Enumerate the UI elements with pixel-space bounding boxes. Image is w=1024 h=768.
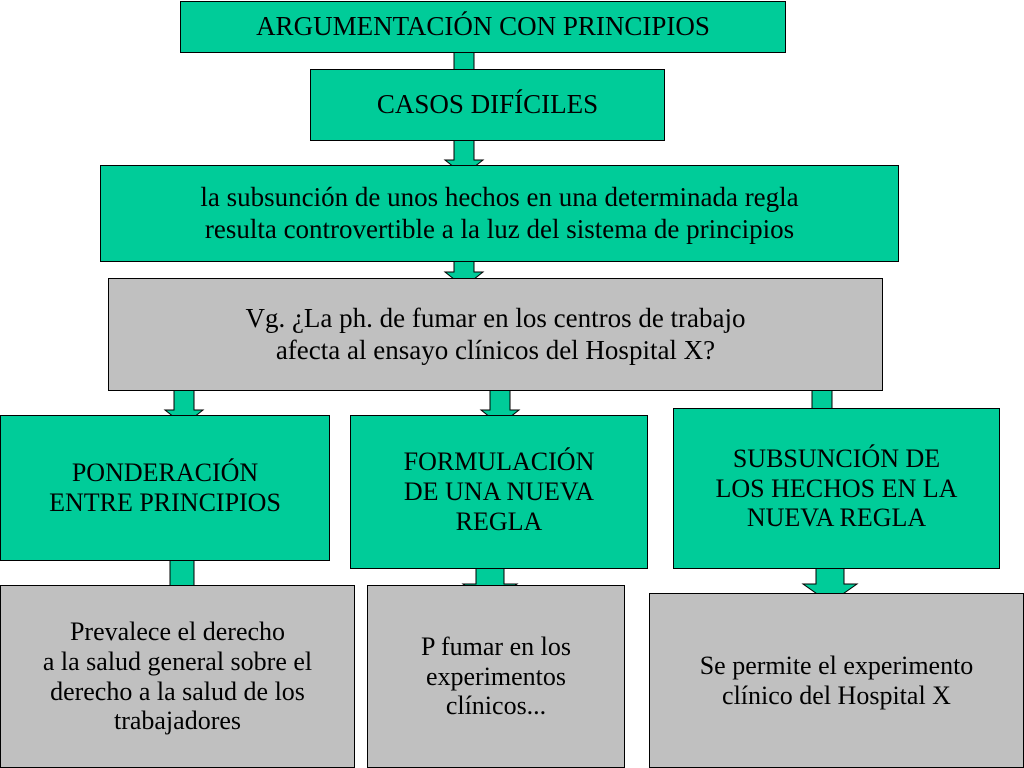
- subsuncion-nueva-line-3: NUEVA REGLA: [746, 503, 927, 533]
- p-fumar-line-2: experimentos: [425, 661, 567, 691]
- p-fumar-box: [367, 585, 625, 768]
- subsuncion-nueva-line-1: SUBSUNCIÓN DE: [732, 443, 941, 473]
- ejemplo-line-1: Vg. ¿La ph. de fumar en los centros de trabajo: [245, 303, 746, 334]
- se-permite-line-1: Se permite el experimento: [699, 650, 974, 680]
- formulacion-box: [350, 415, 648, 569]
- casos-line-1: CASOS DIFÍCILES: [376, 89, 599, 120]
- formulacion-line-2: DE UNA NUEVA: [403, 477, 595, 507]
- ponderacion-line-1: PONDERACIÓN: [71, 458, 259, 488]
- se-permite-box: [649, 593, 1024, 768]
- prevalece-line-4: trabajadores: [113, 706, 242, 736]
- prevalece-line-3: derecho a la salud de los: [50, 676, 305, 706]
- formulacion-line-3: REGLA: [455, 506, 543, 536]
- subsuncion-line-2: resulta controvertible a la luz del sistema de principios: [204, 213, 795, 244]
- se-permite-line-2: clínico del Hospital X: [722, 680, 951, 710]
- prevalece-line-2: a la salud general sobre el: [42, 646, 313, 676]
- subsuncion-nueva-line-2: LOS HECHOS EN LA: [715, 473, 958, 503]
- subsuncion-controvertible-box: [100, 165, 899, 262]
- casos-dificiles-box: [310, 69, 665, 141]
- prevalece-box: [0, 585, 355, 768]
- ponderacion-line-2: ENTRE PRINCIPIOS: [49, 488, 281, 517]
- p-fumar-line-3: clínicos...: [445, 691, 547, 721]
- title-line-1: ARGUMENTACIÓN CON PRINCIPIOS: [256, 11, 710, 42]
- subsuncion-nueva-box: [673, 408, 1000, 569]
- prevalece-line-1: Prevalece el derecho: [69, 616, 286, 646]
- ejemplo-box: [108, 278, 883, 391]
- formulacion-line-1: FORMULACIÓN: [403, 447, 595, 477]
- ejemplo-line-2: afecta al ensayo clínicos del Hospital X?: [275, 334, 716, 365]
- p-fumar-line-1: P fumar en los: [421, 631, 571, 661]
- title-box: [180, 1, 786, 53]
- subsuncion-line-1: la subsunción de unos hechos en una determinada regla: [200, 182, 799, 213]
- ponderacion-box: [0, 415, 330, 561]
